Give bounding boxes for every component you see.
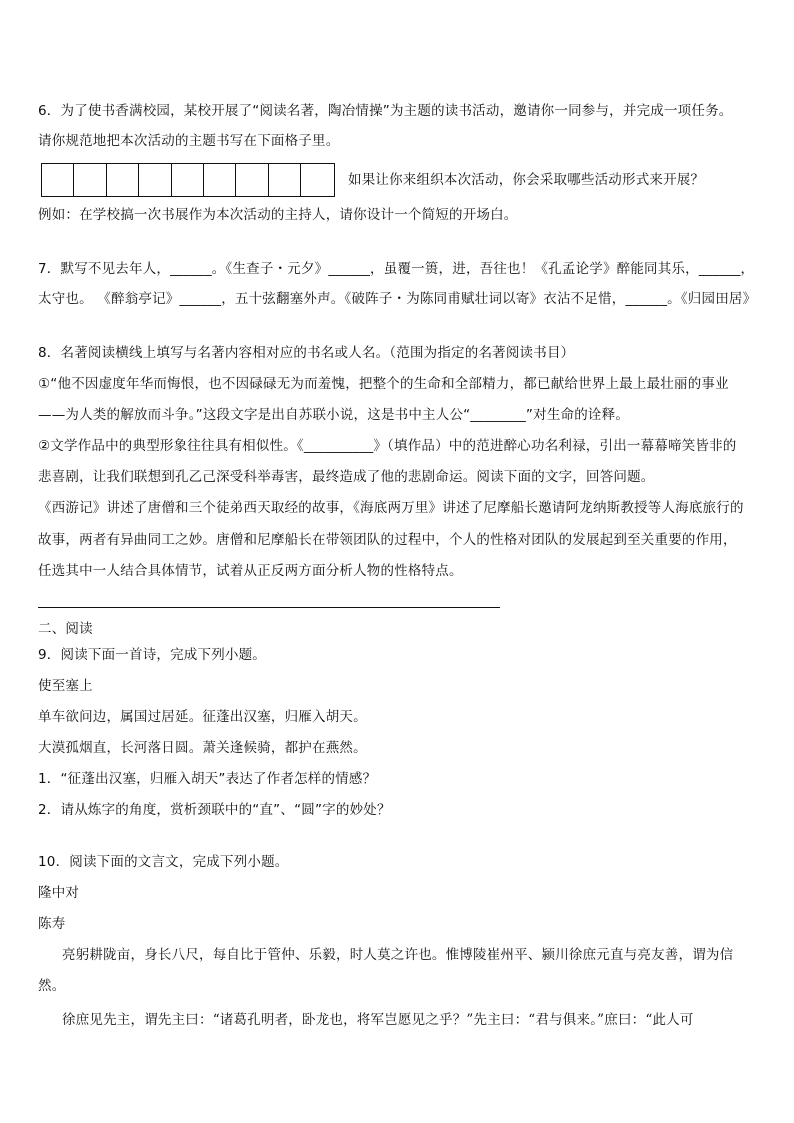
grid-cell[interactable] (269, 164, 301, 196)
q6-line-1: 6．为了使书香满校园，某校开展了“阅读名著，陶冶情操”为主题的读书活动，邀请你一同参与，并完成一项任务。 (38, 103, 733, 119)
grid-cell[interactable] (42, 164, 74, 196)
grid-cell[interactable] (74, 164, 106, 196)
poem-line-2: 大漠孤烟直，长河落日圆。萧关逢候骑，都护在燕然。 (38, 740, 367, 756)
grid-cell[interactable] (236, 164, 268, 196)
q10-intro: 10．阅读下面的文言文，完成下列小题。 (38, 854, 289, 870)
grid-cell[interactable] (172, 164, 204, 196)
q7-line-2: 太守也。 《醉翁亭记》______，五十弦翻塞外声。《破阵子・为陈同甫赋壮词以寄》衣沾不足惜，______。《归园田居》 (38, 291, 757, 307)
q8-line-2: ①“他不因虚度年华而悔恨，也不因碌碌无为而羞愧，把整个的生命和全部精力，都已献给世界上最上最壮丽的事业 (38, 376, 729, 392)
answer-line[interactable] (38, 607, 500, 608)
grid-cell[interactable] (107, 164, 139, 196)
q8-line-1: 8．名著阅读横线上填写与名著内容相对应的书名或人名。（范围为指定的名著阅读书目） (38, 345, 575, 361)
q9-intro: 9．阅读下面一首诗，完成下列小题。 (38, 647, 266, 663)
q8-line-5: 悲喜剧，让我们联想到孔乙己深受科举毒害，最终造成了他的悲剧命运。阅读下面的文字，回答问题。 (38, 469, 655, 485)
q6-line-2: 请你规范地把本次活动的主题书写在下面格子里。 (38, 133, 340, 149)
q8-line-8: 任选其中一人结合具体情节，试着从正反两方面分析人物的性格特点。 (38, 563, 463, 579)
q8-line-3: ——为人类的解放而斗争。”这段文字是出自苏联小说，这是书中主人公“________”对生命的诠释。 (38, 407, 630, 423)
para-2-line-1: 徐庶见先主，谓先主曰：“诸葛孔明者，卧龙也，将军岂愿见之乎？”先主曰：“君与俱来。”庶曰：“此人可 (62, 1012, 694, 1028)
q6-grid-after-text: 如果让你来组织本次活动，你会采取哪些活动形式来开展？ (348, 172, 705, 188)
q7-line-1: 7．默写不见去年人，______。《生查子・元夕》______，虽覆一篑，进，吾往也！《孔孟论学》醉能同其乐，______， (38, 261, 755, 277)
q8-line-7: 故事，两者有异曲同工之妙。唐僧和尼摩船长在带领团队的过程中，个人的性格对团队的发展起到至关重要的作用， (38, 532, 737, 548)
poem-title: 使至塞上 (38, 678, 93, 694)
q8-line-4: ②文学作品中的典型形象往往具有相似性。《__________》（填作品）中的范进醉心功名利禄，引出一幕幕啼笑皆非的 (38, 438, 737, 454)
grid-cell[interactable] (139, 164, 171, 196)
q9-sub-question-2: 2．请从炼字的角度，赏析颈联中的“直”、“圆”字的妙处？ (38, 802, 391, 818)
q8-line-6: 《西游记》讲述了唐僧和三个徒弟西天取经的故事，《海底两万里》讲述了尼摩船长邀请阿龙纳斯教授等人海底旅行的 (38, 500, 744, 516)
grid-cell[interactable] (301, 164, 333, 196)
q6-line-4: 例如：在学校搞一次书展作为本次活动的主持人，请你设计一个简短的开场白。 (38, 207, 518, 223)
grid-cell[interactable] (204, 164, 236, 196)
section-heading: 二、阅读 (38, 621, 93, 637)
para-1-line-2: 然。 (38, 978, 66, 994)
para-1-line-1: 亮躬耕陇亩，身长八尺，每自比于管仲、乐毅，时人莫之许也。惟博陵崔州平、颍川徐庶元直与亮友善，谓为信 (62, 947, 734, 963)
text-title: 隆中对 (38, 885, 80, 901)
q9-sub-question-1: 1．“征蓬出汉塞，归雁入胡天”表达了作者怎样的情感？ (38, 771, 377, 787)
theme-writing-grid[interactable] (41, 163, 335, 197)
text-author: 陈寿 (38, 916, 66, 932)
poem-line-1: 单车欲问边，属国过居延。征蓬出汉塞，归雁入胡天。 (38, 709, 367, 725)
